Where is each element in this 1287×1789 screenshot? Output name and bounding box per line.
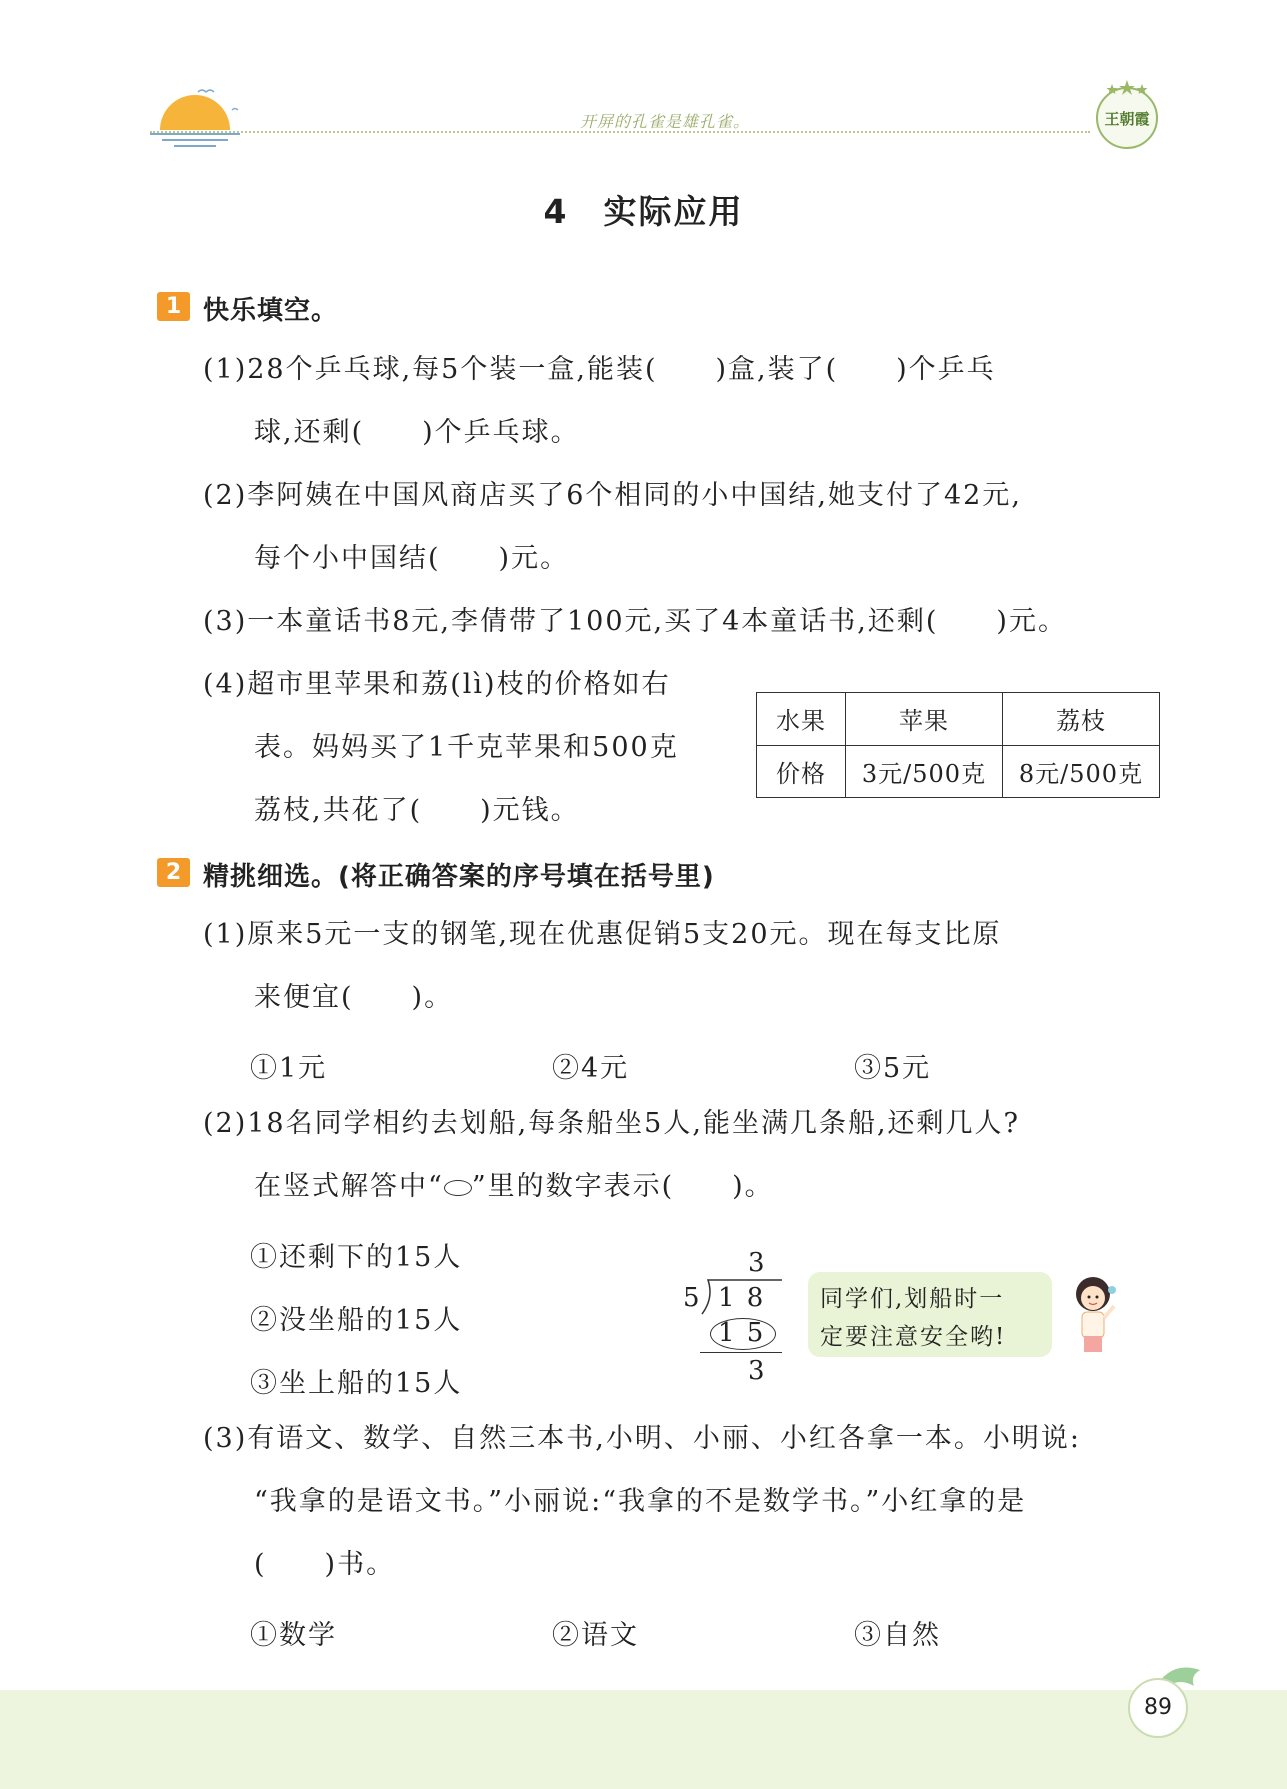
- division-product: 1 5: [718, 1318, 766, 1348]
- section-1-title: 快乐填空。: [203, 296, 339, 326]
- s1-q2-line2: 每个小中国结( )元。: [254, 543, 570, 574]
- s2-q3-option-1: ①数学: [250, 1620, 337, 1651]
- table-cell: 价格: [757, 745, 846, 798]
- speech-bubble-text: [820, 1280, 1050, 1356]
- s1-q4-line3: 荔枝,共花了( )元钱。: [254, 795, 580, 826]
- s2-q1-line2: 来便宜( )。: [254, 982, 454, 1013]
- section-2-number: 2: [157, 858, 190, 887]
- s2-q1-line1: (1)原来5元一支的钢笔,现在优惠促销5支20元。现在每支比原: [203, 919, 1002, 950]
- section-2-title: 精挑细选。(将正确答案的序号填在括号里): [203, 862, 715, 892]
- s2-q2-option-1: ①还剩下的15人: [250, 1242, 463, 1273]
- table-cell: 8元/500克: [1003, 745, 1160, 798]
- s2-q1-option-1: ①1元: [250, 1053, 328, 1084]
- s2-q3-option-3: ③自然: [854, 1620, 941, 1651]
- price-table-row: [757, 745, 1160, 798]
- s2-q3-line1: (3)有语文、数学、自然三本书,小明、小丽、小红各拿一本。小明说:: [203, 1423, 1081, 1454]
- s1-q1-line2: 球,还剩( )个乒乓球。: [254, 417, 580, 448]
- sunset-icon: [150, 88, 240, 150]
- s2-q3-line3: ( )书。: [254, 1549, 396, 1580]
- svg-text:王朝霞: 王朝霞: [1104, 110, 1150, 128]
- girl-illustration: [1058, 1272, 1128, 1358]
- page-number: 89: [1128, 1678, 1188, 1738]
- s2-q2-line2: [254, 1172, 774, 1202]
- s2-q2-line2-a: 在竖式解答中“: [254, 1171, 444, 1202]
- header-motto: 开屏的孔雀是雄孔雀。: [579, 112, 750, 131]
- division-quotient: 3: [748, 1248, 765, 1278]
- division-dividend: 1 8: [718, 1283, 766, 1313]
- s1-q4-line2: 表。妈妈买了1千克苹果和500克: [254, 732, 679, 763]
- s2-q2-line1: (2)18名同学相约去划船,每条船坐5人,能坐满几条船,还剩几人?: [203, 1108, 1021, 1139]
- section-1-number: 1: [157, 292, 190, 321]
- division-remainder: 3: [748, 1356, 765, 1386]
- price-table: [756, 692, 1160, 798]
- s2-q3-option-2: ②语文: [552, 1620, 639, 1651]
- s2-q1-option-3: ③5元: [854, 1053, 932, 1084]
- s2-q2-line2-b: ”里的数字表示( )。: [471, 1171, 774, 1202]
- table-cell: 荔枝: [1003, 693, 1160, 746]
- price-table-header-row: [757, 693, 1160, 746]
- table-cell: 3元/500克: [846, 745, 1003, 798]
- s1-q2-line1: (2)李阿姨在中国风商店买了6个相同的小中国结,她支付了42元,: [203, 480, 1022, 511]
- bubble-line-2: 定要注意安全哟!: [820, 1324, 1007, 1350]
- division-line: [700, 1352, 782, 1353]
- s2-q2-option-3: ③坐上船的15人: [250, 1368, 463, 1399]
- s1-q1-line1: (1)28个乒乓球,每5个装一盒,能装( )盒,装了( )个乒乓: [203, 354, 996, 385]
- s2-q3-line2: “我拿的是语文书。”小丽说:“我拿的不是数学书。”小红拿的是: [254, 1486, 1027, 1517]
- s1-q3-line1: (3)一本童话书8元,李倩带了100元,买了4本童话书,还剩( )元。: [203, 606, 1067, 637]
- s2-q2-option-2: ②没坐船的15人: [250, 1305, 463, 1336]
- division-divisor: 5: [683, 1283, 700, 1313]
- oval-icon: [444, 1180, 472, 1196]
- page-title: 4 实际应用: [543, 192, 744, 231]
- table-cell: 苹果: [846, 693, 1003, 746]
- s2-q1-option-2: ②4元: [552, 1053, 630, 1084]
- brand-logo: [1090, 78, 1164, 152]
- bubble-line-1: 同学们,划船时一: [820, 1286, 1005, 1312]
- footer-band: [0, 1690, 1287, 1789]
- s1-q4-line1: (4)超市里苹果和荔(lì)枝的价格如右: [203, 669, 671, 700]
- table-cell: 水果: [757, 693, 846, 746]
